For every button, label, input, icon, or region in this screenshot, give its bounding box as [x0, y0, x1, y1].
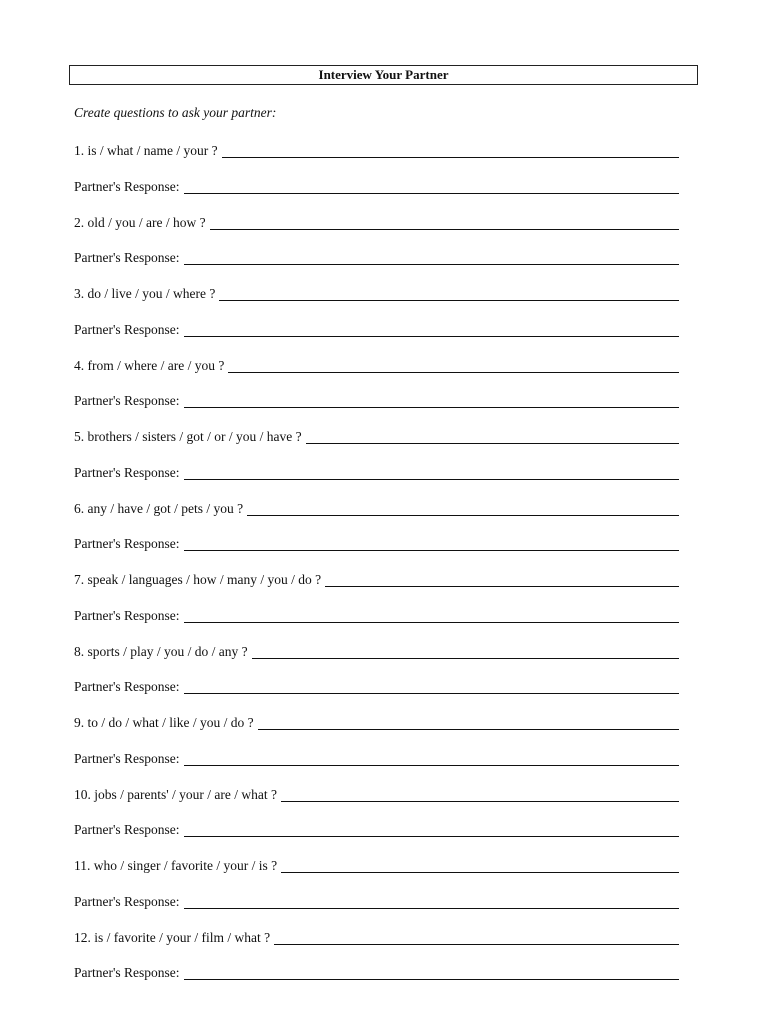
- response-label: Partner's Response:: [74, 250, 180, 265]
- response-answer-line[interactable]: [184, 465, 679, 480]
- question-prompt: 5. brothers / sisters / got / or / you / have ?: [74, 429, 302, 444]
- response-label: Partner's Response:: [74, 965, 180, 980]
- response-row: [74, 320, 679, 338]
- response-answer-line[interactable]: [184, 536, 679, 551]
- response-answer-line[interactable]: [184, 751, 679, 766]
- response-row: [74, 463, 679, 481]
- response-answer-line[interactable]: [184, 322, 679, 337]
- question-prompt: 7. speak / languages / how / many / you / do ?: [74, 572, 322, 587]
- question-row: [74, 856, 679, 874]
- response-label: Partner's Response:: [74, 393, 180, 408]
- question-prompt: 2. old / you / are / how ?: [74, 214, 206, 230]
- response-answer-line[interactable]: [184, 822, 679, 837]
- question-answer-line[interactable]: [222, 143, 679, 158]
- response-row: [74, 248, 679, 266]
- question-row: [74, 713, 679, 731]
- question-answer-line[interactable]: [228, 358, 679, 373]
- question-answer-line[interactable]: [281, 858, 679, 873]
- question-row: [74, 785, 679, 803]
- question-answer-line[interactable]: [247, 501, 679, 516]
- response-label: Partner's Response:: [74, 536, 180, 551]
- response-row: [74, 391, 679, 409]
- response-answer-line[interactable]: [184, 965, 679, 980]
- response-row: [74, 606, 679, 624]
- response-row: [74, 749, 679, 767]
- response-row: [74, 677, 679, 695]
- question-answer-line[interactable]: [252, 644, 679, 659]
- question-row: [74, 570, 679, 588]
- response-row: [74, 963, 679, 981]
- response-row: [74, 177, 679, 195]
- response-label: Partner's Response:: [74, 822, 180, 837]
- instruction-text: Create questions to ask your partner:: [74, 105, 277, 120]
- response-label: Partner's Response:: [74, 679, 180, 694]
- response-label: Partner's Response:: [74, 893, 180, 909]
- response-row: [74, 534, 679, 552]
- question-row: [74, 284, 679, 302]
- question-answer-line[interactable]: [274, 930, 679, 945]
- question-answer-line[interactable]: [306, 429, 679, 444]
- question-row: [74, 928, 679, 946]
- question-row: [74, 642, 679, 660]
- response-label: Partner's Response:: [74, 464, 180, 480]
- response-answer-line[interactable]: [184, 393, 679, 408]
- response-answer-line[interactable]: [184, 894, 679, 909]
- response-label: Partner's Response:: [74, 750, 180, 766]
- response-answer-line[interactable]: [184, 608, 679, 623]
- question-prompt: 4. from / where / are / you ?: [74, 357, 225, 373]
- question-answer-line[interactable]: [210, 215, 679, 230]
- question-answer-line[interactable]: [281, 787, 679, 802]
- question-prompt: 9. to / do / what / like / you / do ?: [74, 715, 254, 730]
- response-row: [74, 892, 679, 910]
- question-row: [74, 499, 679, 517]
- question-prompt: 6. any / have / got / pets / you ?: [74, 500, 244, 516]
- question-answer-line[interactable]: [258, 715, 679, 730]
- question-row: [74, 427, 679, 445]
- worksheet-title: Interview Your Partner: [69, 65, 698, 85]
- response-answer-line[interactable]: [184, 179, 679, 194]
- question-prompt: 3. do / live / you / where ?: [74, 286, 216, 301]
- question-answer-line[interactable]: [325, 572, 679, 587]
- question-row: [74, 356, 679, 374]
- response-label: Partner's Response:: [74, 607, 180, 623]
- response-answer-line[interactable]: [184, 679, 679, 694]
- question-answer-line[interactable]: [219, 286, 679, 301]
- question-row: [74, 141, 679, 159]
- question-row: [74, 213, 679, 231]
- question-prompt: 11. who / singer / favorite / your / is ?: [74, 858, 278, 873]
- question-prompt: 1. is / what / name / your ?: [74, 143, 218, 158]
- response-answer-line[interactable]: [184, 250, 679, 265]
- question-prompt: 12. is / favorite / your / film / what ?: [74, 929, 271, 945]
- question-prompt: 8. sports / play / you / do / any ?: [74, 643, 248, 659]
- response-label: Partner's Response:: [74, 321, 180, 337]
- question-prompt: 10. jobs / parents' / your / are / what ?: [74, 786, 278, 802]
- response-label: Partner's Response:: [74, 178, 180, 194]
- response-row: [74, 820, 679, 838]
